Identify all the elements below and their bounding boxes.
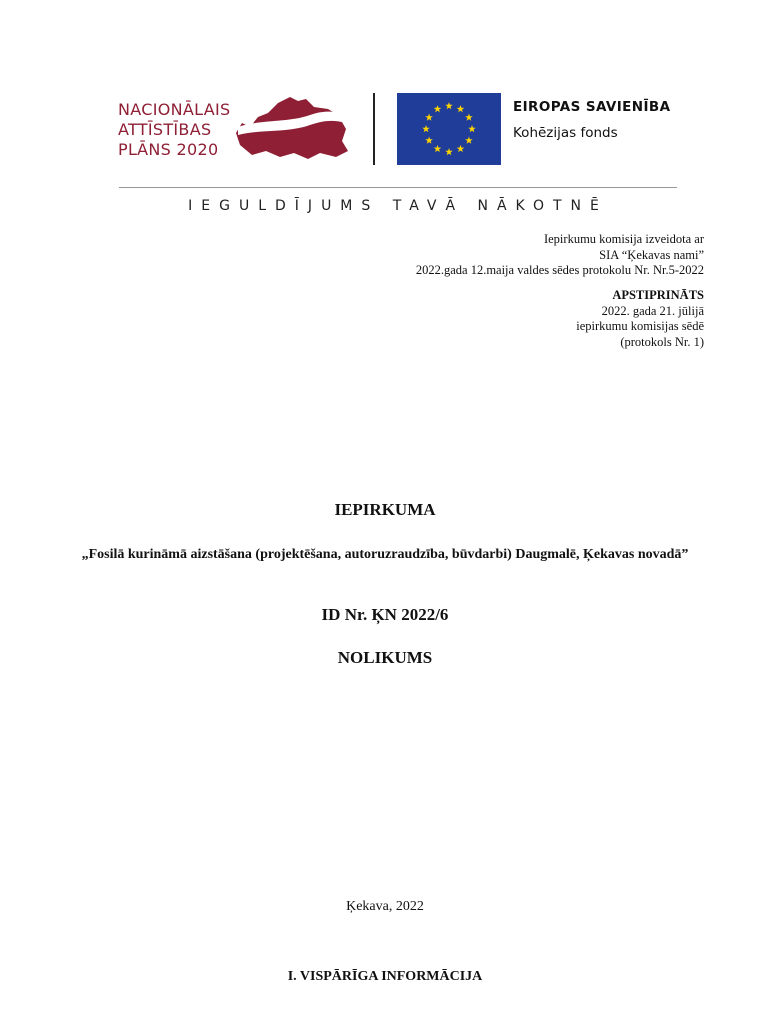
- eu-star-icon: [434, 145, 442, 152]
- nap-logo-line-3: PLĀNS 2020: [118, 140, 219, 159]
- approval-block: [576, 288, 704, 350]
- latvia-map-icon: [232, 93, 352, 161]
- eu-star-icon: [468, 125, 476, 132]
- nap-logo-text: [118, 100, 238, 160]
- section-heading: I. VISPĀRĪGA INFORMĀCIJA: [287, 969, 483, 984]
- logo-divider: [373, 93, 375, 165]
- eu-star-icon: [422, 125, 430, 132]
- approval-line-3: (protokols Nr. 1): [620, 334, 704, 349]
- document-title: IEPIRKUMA: [334, 500, 436, 519]
- eu-star-icon: [445, 102, 453, 109]
- eu-star-icon: [425, 114, 433, 121]
- eu-flag: [397, 93, 501, 165]
- commission-line-2: SIA “Ķekavas nami”: [599, 247, 704, 262]
- eu-star-icon: [457, 145, 465, 152]
- eu-star-icon: [457, 105, 465, 112]
- place-year: Ķekava, 2022: [346, 899, 424, 914]
- eu-star-icon: [465, 114, 473, 121]
- nap-logo-line-1: NACIONĀLAIS: [118, 100, 231, 119]
- eu-star-icon: [465, 137, 473, 144]
- approval-heading: APSTIPRINĀTS: [612, 288, 704, 302]
- eu-subtitle: Kohēzijas fonds: [513, 125, 618, 141]
- document-type: NOLIKUMS: [337, 648, 433, 667]
- commission-block: [416, 232, 704, 279]
- approval-line-2: iepirkumu komisijas sēdē: [576, 319, 704, 333]
- procurement-id: ID Nr. ĶN 2022/6: [321, 605, 449, 624]
- nap-logo-line-2: ATTĪSTĪBAS: [118, 120, 212, 139]
- eu-stars-icon: [397, 93, 501, 165]
- commission-line-1: Iepirkumu komisija izveidota ar: [543, 232, 704, 246]
- header-rule: [119, 187, 677, 188]
- procurement-subject: „Fosilā kurināmā aizstāšana (projektēšana, autoruzraudzība, būvdarbi) Daugmalē, Ķekavas novadā”: [81, 547, 689, 562]
- approval-line-1: 2022. gada 21. jūlijā: [601, 303, 704, 318]
- eu-star-icon: [425, 137, 433, 144]
- eu-title: EIROPAS SAVIENĪBA: [513, 99, 671, 115]
- eu-star-icon: [434, 105, 442, 112]
- eu-star-icon: [445, 148, 453, 155]
- commission-line-3: 2022.gada 12.maija valdes sēdes protokolu Nr. Nr.5-2022: [415, 263, 704, 277]
- tagline: IEGULDĪJUMS TAVĀ NĀKOTNĒ: [188, 198, 608, 214]
